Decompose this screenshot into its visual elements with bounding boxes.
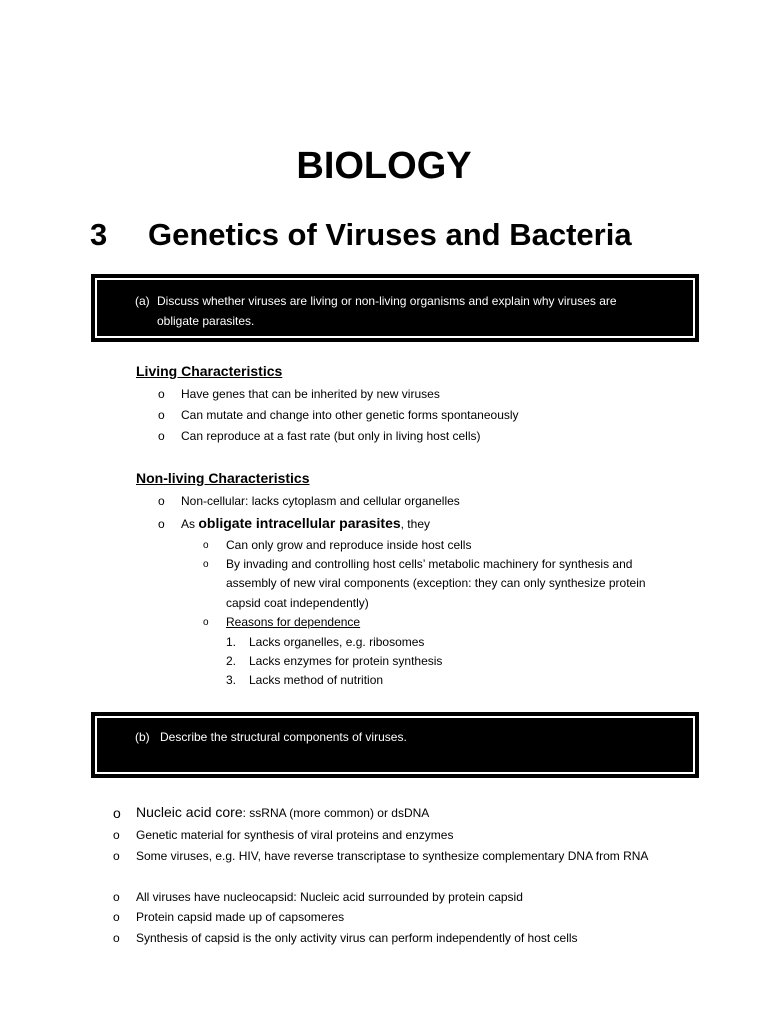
bullet-icon: o [158, 429, 165, 443]
text-as: As [181, 517, 199, 531]
bullet-icon: o [158, 408, 165, 422]
chapter-title: Genetics of Viruses and Bacteria [148, 217, 632, 252]
page-title: BIOLOGY [296, 145, 472, 187]
reason-number: 3. [226, 673, 237, 687]
structure-item: Protein capsid made up of capsomeres [136, 910, 345, 924]
nonliving-subitem-line1: By invading and controlling host cells’ metabolic machinery for synthesis and [226, 557, 633, 571]
question-a-border [95, 278, 695, 338]
structure-item: Some viruses, e.g. HIV, have reverse transcriptase to synthesize complementary DNA from RNA [136, 849, 649, 863]
bullet-icon: o [113, 890, 120, 904]
bullet-icon: o [113, 805, 121, 821]
structure-item: Genetic material for synthesis of viral proteins and enzymes [136, 828, 454, 842]
chapter-number: 3 [90, 217, 108, 252]
sub-bullet-icon: o [203, 617, 209, 628]
nonliving-item-obligate [181, 513, 430, 534]
nonliving-subitem-line3: capsid coat independently) [226, 596, 369, 610]
living-item: Have genes that can be inherited by new viruses [181, 387, 440, 401]
question-b-box [91, 712, 699, 778]
nonliving-item: Non-cellular: lacks cytoplasm and cellular organelles [181, 494, 460, 508]
bullet-icon: o [113, 849, 120, 863]
reason-text: Lacks organelles, e.g. ribosomes [249, 635, 425, 649]
structure-item-nucleic-acid [136, 802, 429, 823]
reason-text: Lacks enzymes for protein synthesis [249, 654, 443, 668]
question-a-line1: Discuss whether viruses are living or non-living organisms and explain why viruses are [157, 294, 617, 308]
sub-bullet-icon: o [203, 559, 209, 570]
structure-item: Synthesis of capsid is the only activity virus can perform independently of host cells [136, 931, 578, 945]
bullet-icon: o [113, 931, 120, 945]
question-b-border [95, 716, 695, 774]
text-they: , they [400, 517, 430, 531]
nonliving-subitem-line2: assembly of new viral components (exception: they can only synthesize protein [226, 576, 646, 590]
question-b-text: Describe the structural components of viruses. [160, 730, 407, 744]
reason-number: 1. [226, 635, 237, 649]
nucleic-acid-detail: : ssRNA (more common) or dsDNA [242, 806, 430, 820]
bullet-icon: o [158, 494, 165, 508]
nucleic-acid-term: Nucleic acid core [136, 804, 243, 820]
nonliving-heading: Non-living Characteristics [136, 470, 310, 486]
bullet-icon: o [158, 517, 165, 531]
question-b-label: (b) [135, 730, 150, 744]
nonliving-subitem: Can only grow and reproduce inside host cells [226, 538, 472, 552]
living-item: Can mutate and change into other genetic forms spontaneously [181, 408, 519, 422]
structure-item: All viruses have nucleocapsid: Nucleic acid surrounded by protein capsid [136, 890, 523, 904]
bullet-icon: o [158, 387, 165, 401]
obligate-parasites-term: obligate intracellular parasites [198, 515, 401, 531]
living-heading: Living Characteristics [136, 363, 283, 379]
living-item: Can reproduce at a fast rate (but only in living host cells) [181, 429, 481, 443]
question-a-label: (a) [135, 294, 150, 308]
reasons-heading: Reasons for dependence [226, 615, 361, 629]
question-a-box [91, 274, 699, 342]
reason-number: 2. [226, 654, 237, 668]
reason-text: Lacks method of nutrition [249, 673, 384, 687]
bullet-icon: o [113, 828, 120, 842]
question-a-line2: obligate parasites. [157, 314, 255, 328]
sub-bullet-icon: o [203, 540, 209, 551]
bullet-icon: o [113, 910, 120, 924]
